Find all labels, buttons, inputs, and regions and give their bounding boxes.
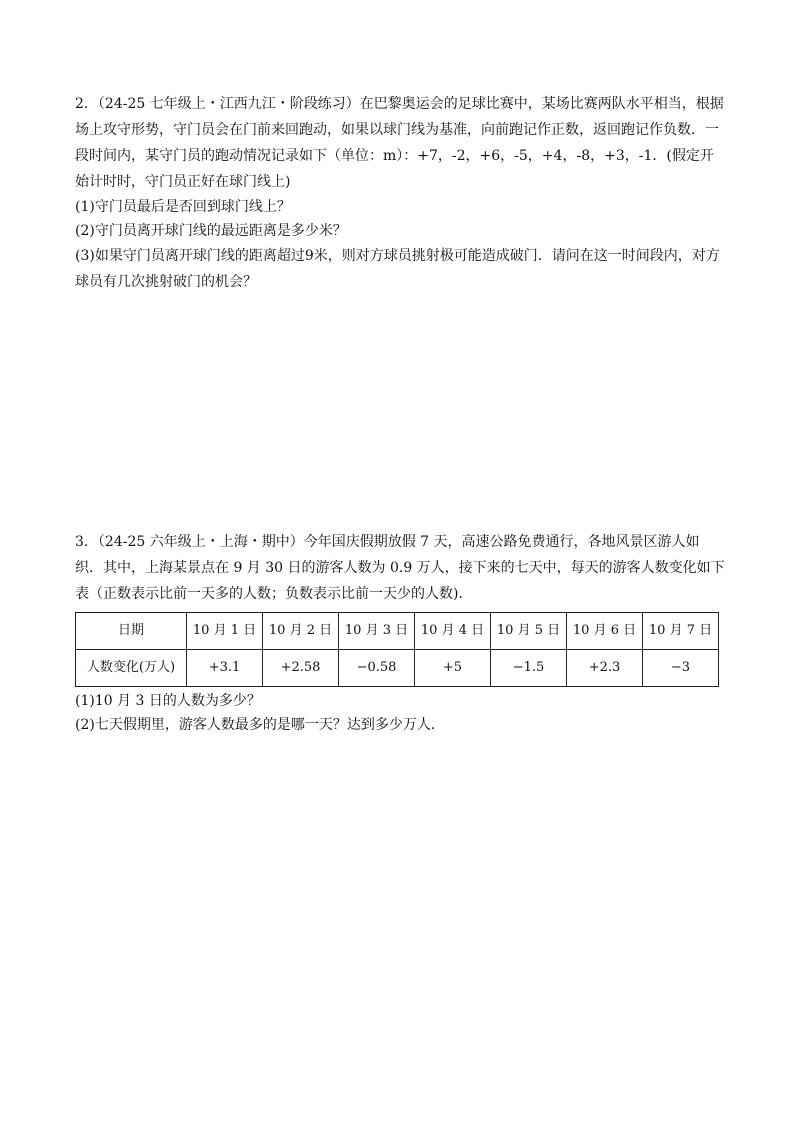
table-value-cell: +2.58 [263, 650, 339, 687]
problem-3-statement: 3．（24-25 六年级上・上海・期中）今年国庆假期放假 7 天，高速公路免费通行，各地风景区游人如织．其中，上海某景点在 9 月 30 日的游客人数为 0.9 万人，接下来的七天中，每天的游客人数变化如下表（正数表示比前一天多的人数；负数表示比前一天少的人数)． [75, 534, 725, 602]
table-date-cell: 10 月 1 日 [187, 613, 263, 650]
problem-2-question-2: (2)守门员离开球门线的最远距离是多少米？ [75, 223, 347, 239]
table-value-cell: +3.1 [187, 650, 263, 687]
table-row-label: 人数变化(万人) [76, 650, 187, 687]
table-value-cell: +2.3 [567, 650, 643, 687]
table-header-row [76, 613, 719, 650]
table-value-cell: −0.58 [339, 650, 415, 687]
problem-2-question-3: (3)如果守门员离开球门线的距离超过9米，则对方球员挑射极可能造成破门．请问在这一时间段内，对方球员有几次挑射破门的机会？ [75, 248, 720, 290]
table-date-cell: 10 月 4 日 [415, 613, 491, 650]
table-value-cell: −1.5 [491, 650, 567, 687]
problem-3-question-1: (1)10 月 3 日的人数为多少？ [75, 693, 261, 709]
problem-3-question-2: (2)七天假期里，游客人数最多的是哪一天？达到多少万人． [75, 717, 445, 733]
visitor-change-table [75, 612, 719, 687]
table-value-cell: +5 [415, 650, 491, 687]
table-date-cell: 10 月 7 日 [643, 613, 719, 650]
table-value-cell: −3 [643, 650, 719, 687]
problem-2-statement: 2．（24-25 七年级上・江西九江・阶段练习）在巴黎奥运会的足球比赛中，某场比赛两队水平相当，根据场上攻守形势，守门员会在门前来回跑动，如果以球门线为基准，向前跑记作正数，返回跑记作负数．一段时间内，某守门员的跑动情况记录如下（单位：m）：+7，-2，+6，-5，+4，-8，+3，-1．(假定开始计时时，守门员正好在球门线上) [75, 96, 724, 190]
table-date-cell: 10 月 3 日 [339, 613, 415, 650]
table-header-label: 日期 [76, 613, 187, 650]
problem-2-question-1: (1)守门员最后是否回到球门线上？ [75, 199, 291, 215]
table-date-cell: 10 月 2 日 [263, 613, 339, 650]
table-date-cell: 10 月 5 日 [491, 613, 567, 650]
problem-3 [75, 529, 725, 737]
table-date-cell: 10 月 6 日 [567, 613, 643, 650]
problem-2 [75, 91, 725, 295]
table-value-row [76, 650, 719, 687]
